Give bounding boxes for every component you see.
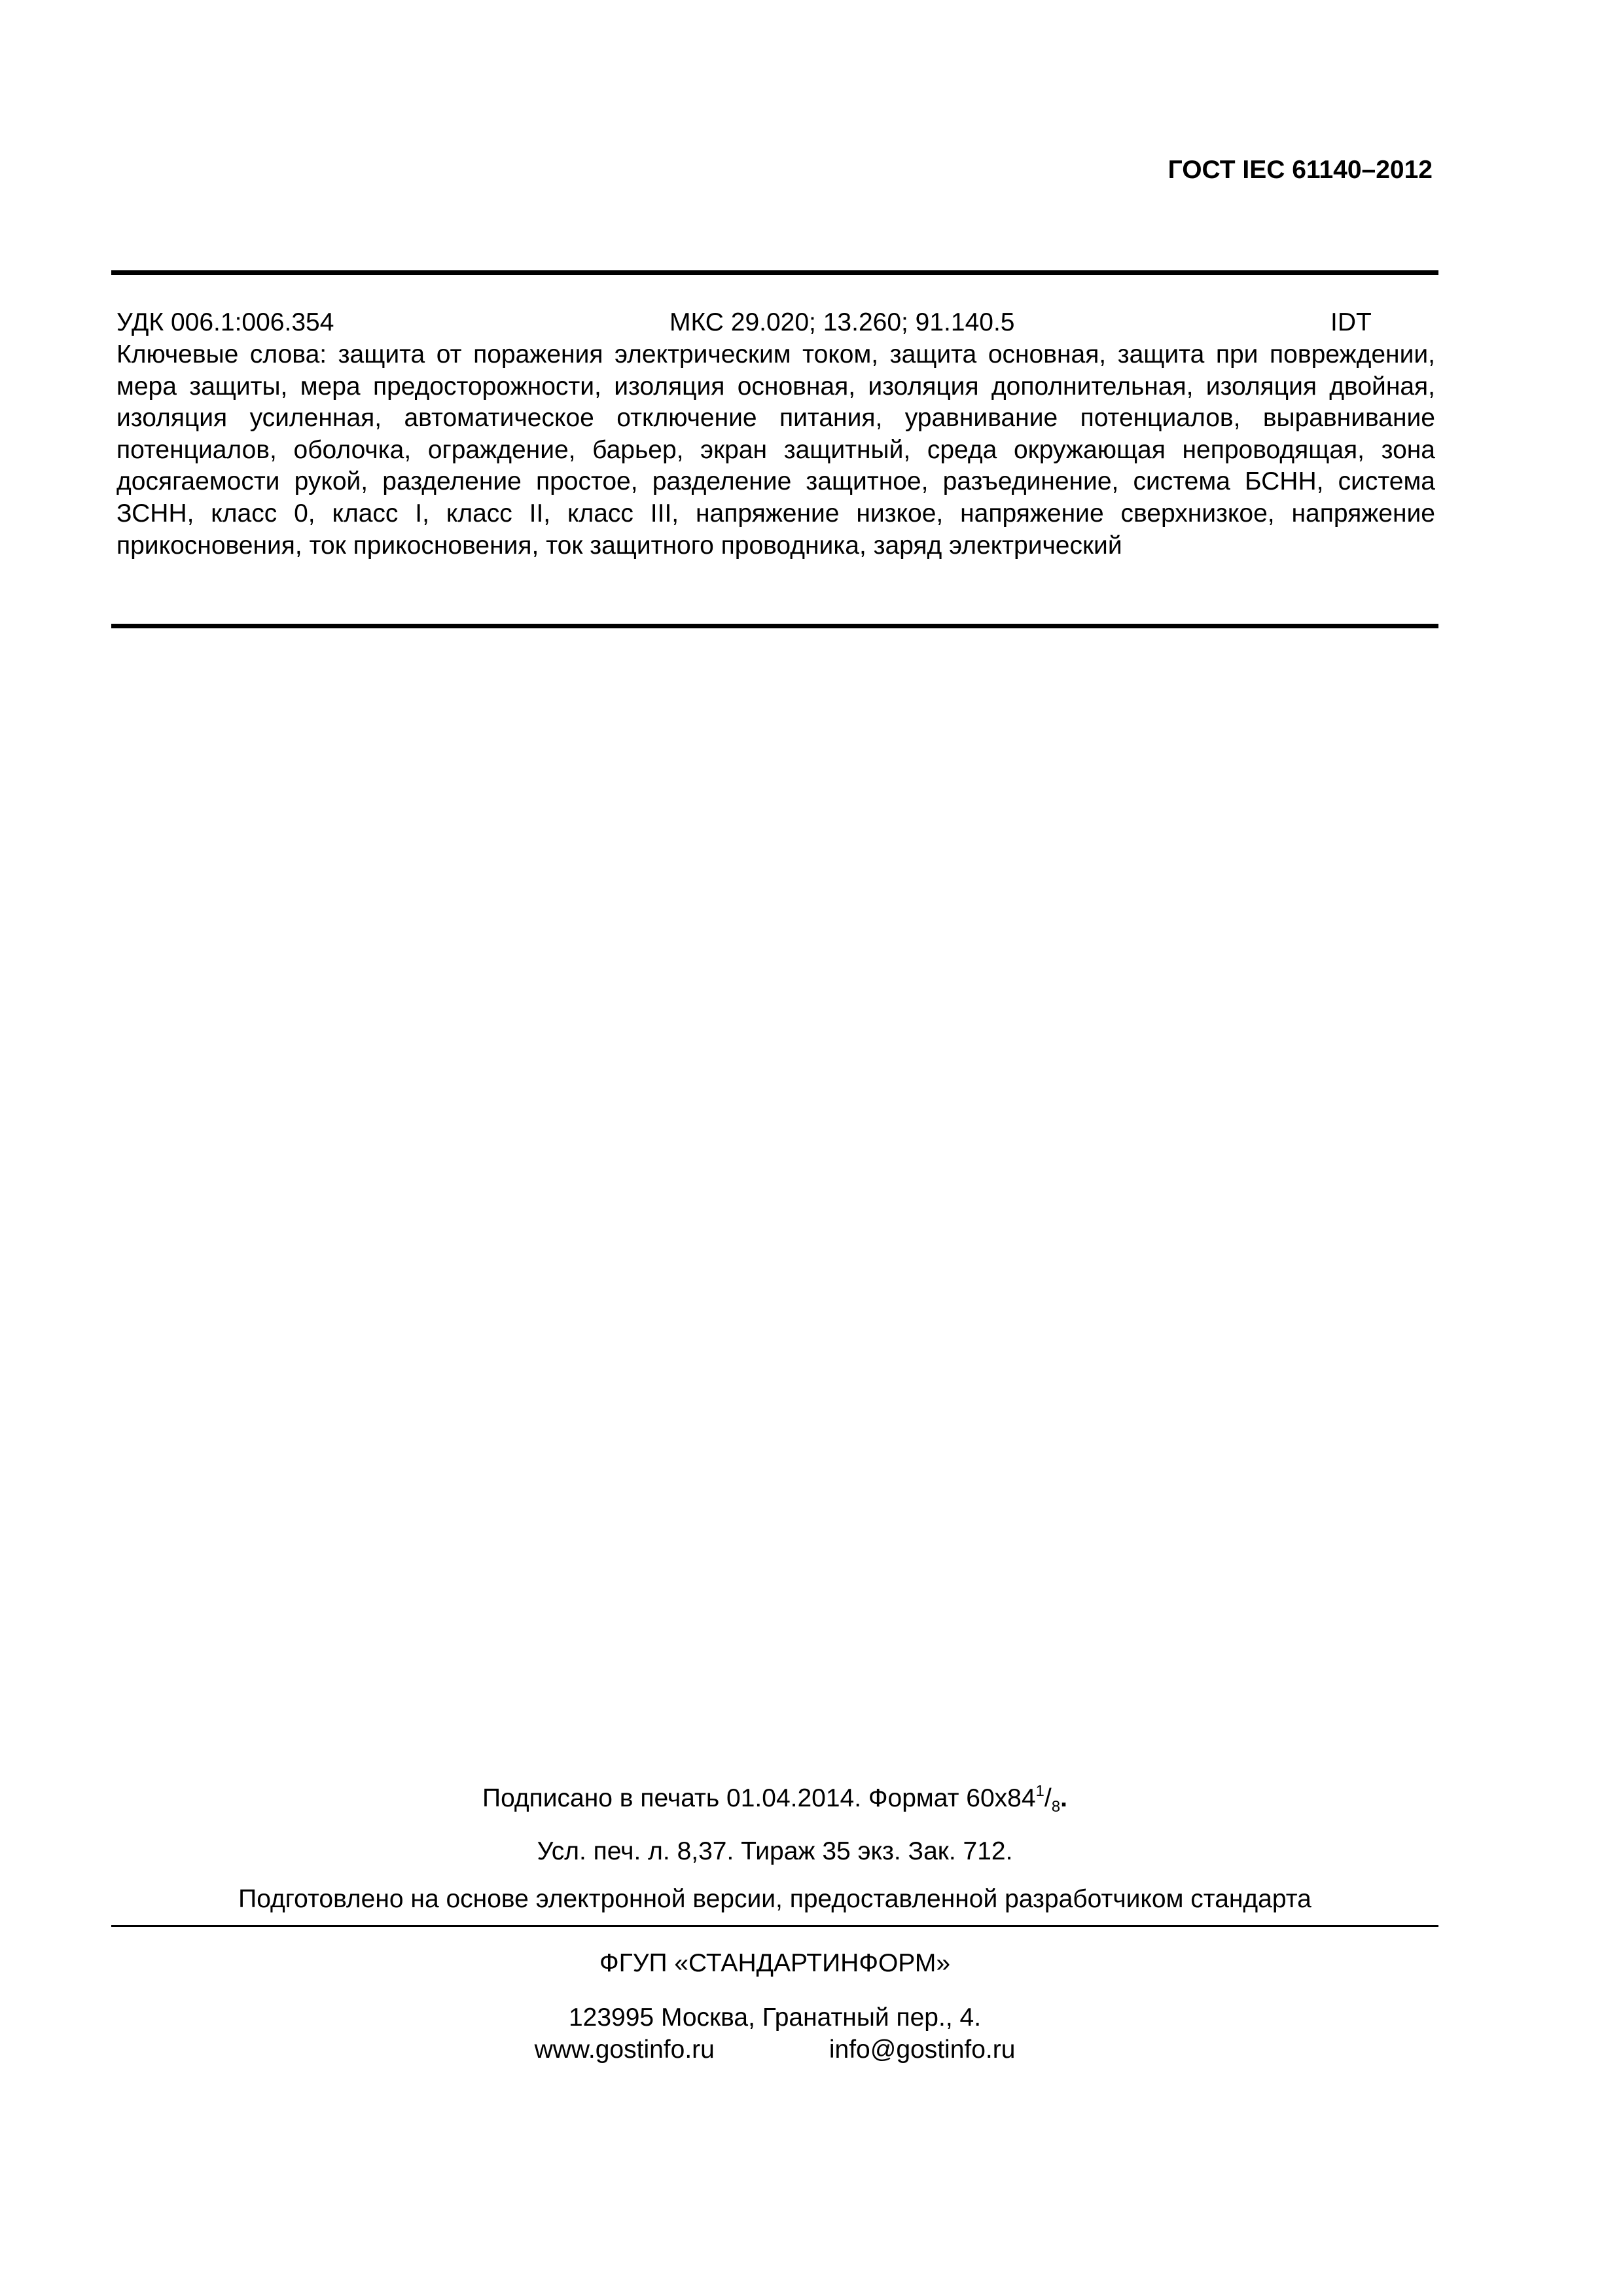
signed-suffix: . (1060, 1784, 1067, 1812)
format-denominator: 8 (1051, 1798, 1061, 1816)
organization-address: 123995 Москва, Гранатный пер., 4. (568, 2003, 982, 2032)
top-divider (111, 270, 1438, 275)
email-link[interactable]: info@gostinfo.ru (829, 2036, 1016, 2064)
mks-code: МКС 29.020; 13.260; 91.140.5 (669, 308, 1015, 336)
standard-code-header: ГОСТ IEC 61140–2012 (1168, 156, 1433, 184)
website-link[interactable]: www.gostinfo.ru (534, 2036, 715, 2064)
format-numerator: 1 (1035, 1782, 1044, 1800)
udk-code: УДК 006.1:006.354 (116, 308, 334, 336)
prepared-note-line: Подготовлено на основе электронной версии, предоставленной разработчиком стандарта (238, 1885, 1311, 1913)
classification-block (116, 306, 1435, 562)
classification-row (116, 306, 1435, 339)
bottom-divider (111, 624, 1438, 628)
keywords-paragraph: Ключевые слова: защита от поражения электрическим током, защита основная, защита при повреждении, мера защиты, мера предосторожности, изоляция основная, изоляция дополнительная, изоляция двойная, изоляция усиленная, автоматическое отключение питания, уравнивание потенциалов, выравнивание потенциалов, оболочка, ограждение, барьер, экран защитный, среда окружающая непроводящая, зона досягаемости рукой, разделение простое, разделение защитное, разъединение, система БСНН, система ЗСНН, класс 0, класс I, класс II, класс III, напряжение низкое, напряжение сверхнизкое, напряжение прикосновения, ток прикосновения, ток защитного проводника, заряд электрический (116, 340, 1435, 560)
organization-name: ФГУП «СТАНДАРТИНФОРМ» (599, 1949, 951, 1977)
signed-for-print-line (111, 1783, 1438, 1814)
print-details-line: Усл. печ. л. 8,37. Тираж 35 экз. Зак. 712. (537, 1837, 1013, 1865)
imprint-divider (111, 1925, 1438, 1927)
contacts-line (111, 2034, 1438, 2066)
format-slash: / (1044, 1784, 1052, 1812)
idt-marker: IDT (1330, 308, 1372, 336)
signed-text: Подписано в печать 01.04.2014. Формат 60x84 (482, 1784, 1036, 1812)
